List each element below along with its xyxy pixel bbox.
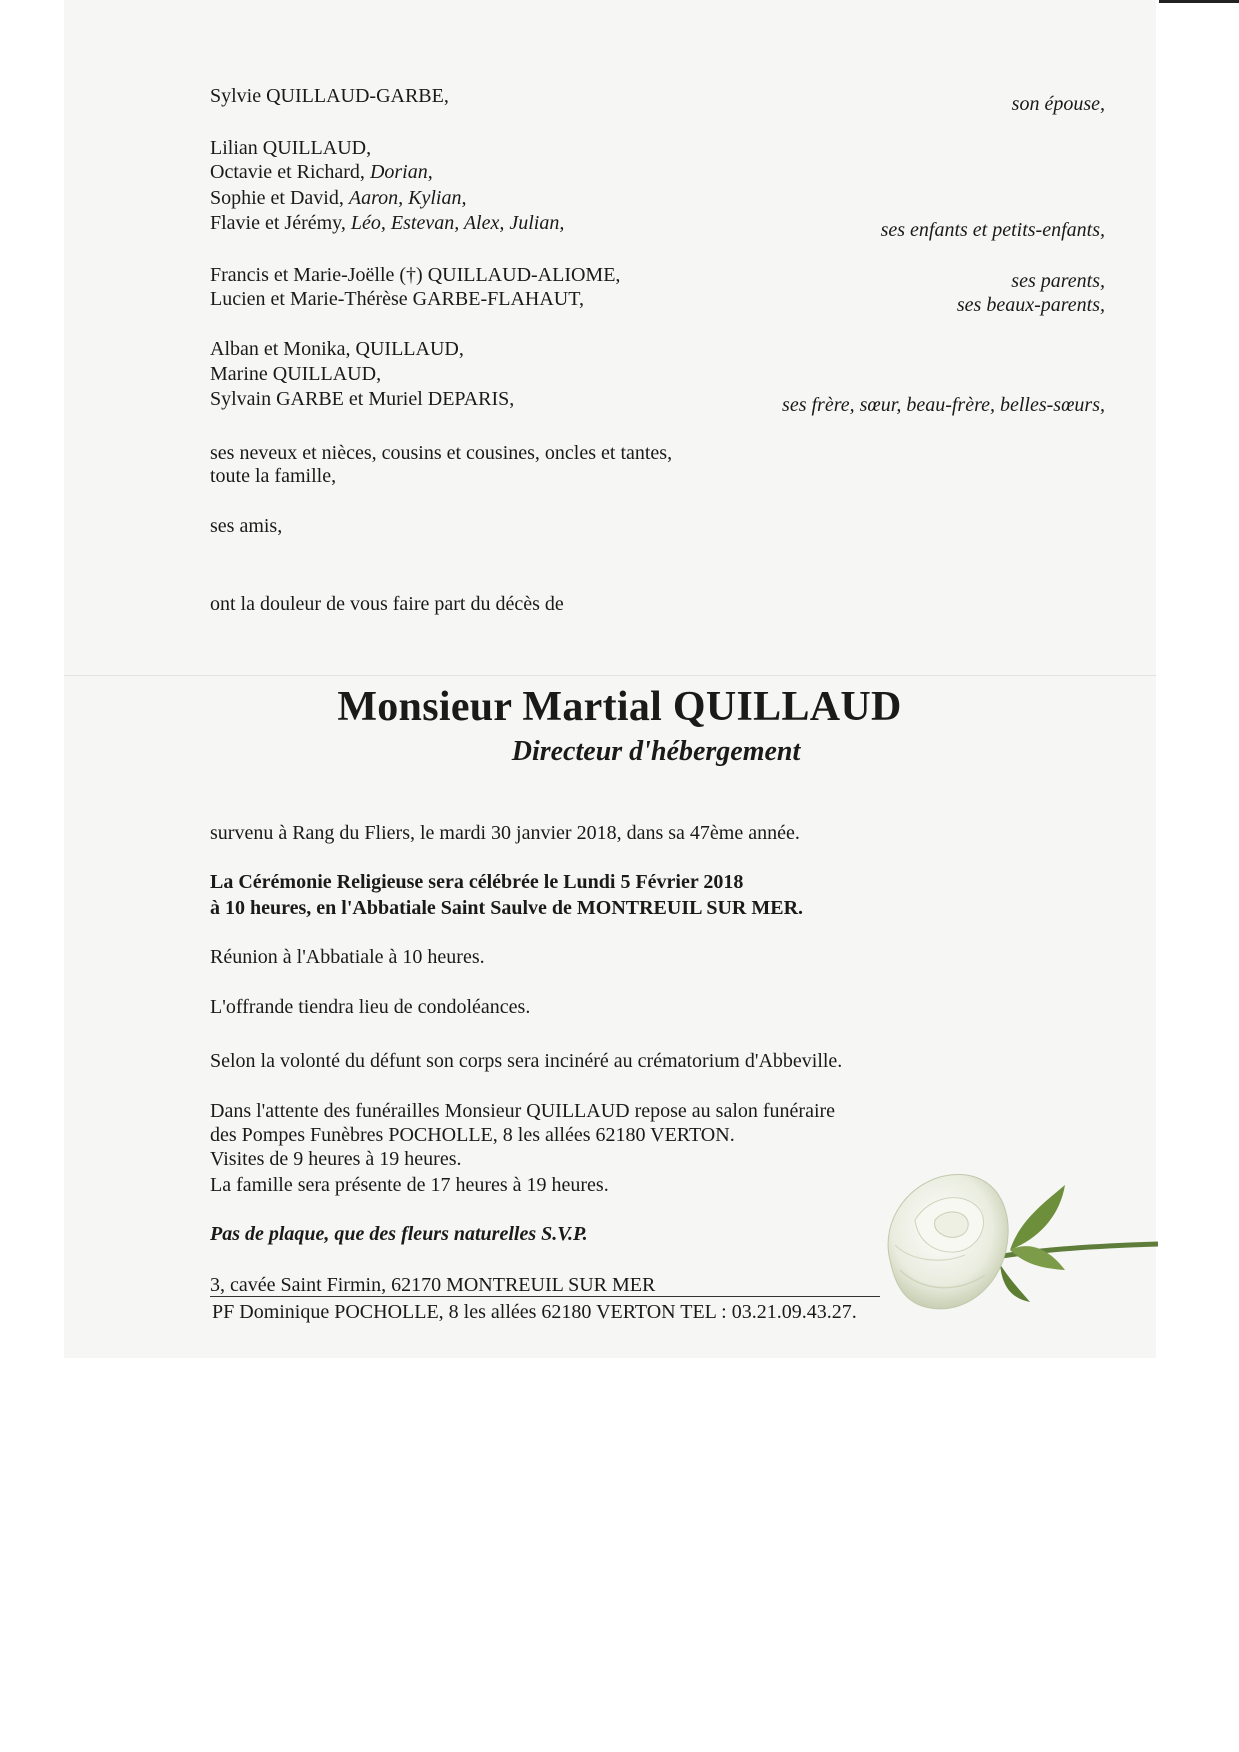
extended-family-line-2: toute la famille, [210,465,337,487]
spouse-names: Sylvie QUILLAUD-GARBE, [210,85,449,107]
card-fold-line [64,675,1156,676]
siblings-line-1: Alban et Monika, QUILLAUD, [210,338,464,360]
ceremony-line-1: La Cérémonie Religieuse sera célébrée le Lundi 5 Février 2018 [210,871,744,893]
parents-line-2: Lucien et Marie-Thérèse GARBE-FLAHAUT, [210,288,584,310]
cremation-info: Selon la volonté du défunt son corps sera incinéré au crématorium d'Abbeville. [210,1050,843,1072]
announcement-text: ont la douleur de vous faire part du décès de [210,593,564,615]
white-rose-icon [860,1140,1160,1340]
extended-family-line-1: ses neveux et nièces, cousins et cousines, oncles et tantes, [210,442,673,464]
visits-info: Visites de 9 heures à 19 heures. [210,1148,462,1170]
offering-info: L'offrande tiendra lieu de condoléances. [210,996,531,1018]
children-line-2: Octavie et Richard, Dorian, [210,161,433,183]
parents-line-1: Francis et Marie-Joëlle (†) QUILLAUD-ALIOME, [210,264,621,286]
flowers-note: Pas de plaque, que des fleurs naturelles S.V.P. [210,1223,588,1245]
repose-line-1: Dans l'attente des funérailles Monsieur QUILLAUD repose au salon funéraire [210,1100,836,1122]
parents-relation: ses parents, [1011,270,1105,292]
friends-line: ses amis, [210,515,283,537]
address-underline [210,1296,880,1297]
address-line: 3, cavée Saint Firmin, 62170 MONTREUIL SUR MER [210,1274,656,1296]
spouse-relation: son épouse, [1011,93,1105,115]
ceremony-line-2: à 10 heures, en l'Abbatiale Saint Saulve de MONTREUIL SUR MER. [210,897,804,919]
family-presence-info: La famille sera présente de 17 heures à 19 heures. [210,1174,609,1196]
siblings-line-2: Marine QUILLAUD, [210,363,382,385]
siblings-line-3: Sylvain GARBE et Muriel DEPARIS, [210,388,515,410]
funeral-home-line: PF Dominique POCHOLLE, 8 les allées 62180 VERTON TEL : 03.21.09.43.27. [212,1301,857,1323]
children-line-3: Sophie et David, Aaron, Kylian, [210,187,467,209]
children-line-4: Flavie et Jérémy, Léo, Estevan, Alex, Julian, [210,212,565,234]
children-relation: ses enfants et petits-enfants, [880,219,1105,241]
repose-line-2: des Pompes Funèbres POCHOLLE, 8 les allées 62180 VERTON. [210,1124,735,1146]
death-details: survenu à Rang du Fliers, le mardi 30 janvier 2018, dans sa 47ème année. [210,822,800,844]
siblings-relation: ses frère, sœur, beau-frère, belles-sœurs, [782,394,1105,416]
deceased-name: Monsieur Martial QUILLAUD [337,684,902,730]
children-line-1: Lilian QUILLAUD, [210,137,372,159]
meeting-info: Réunion à l'Abbatiale à 10 heures. [210,946,485,968]
in-laws-relation: ses beaux-parents, [956,294,1105,316]
scan-edge-mark [1159,0,1239,3]
deceased-title: Directeur d'hébergement [511,736,801,767]
